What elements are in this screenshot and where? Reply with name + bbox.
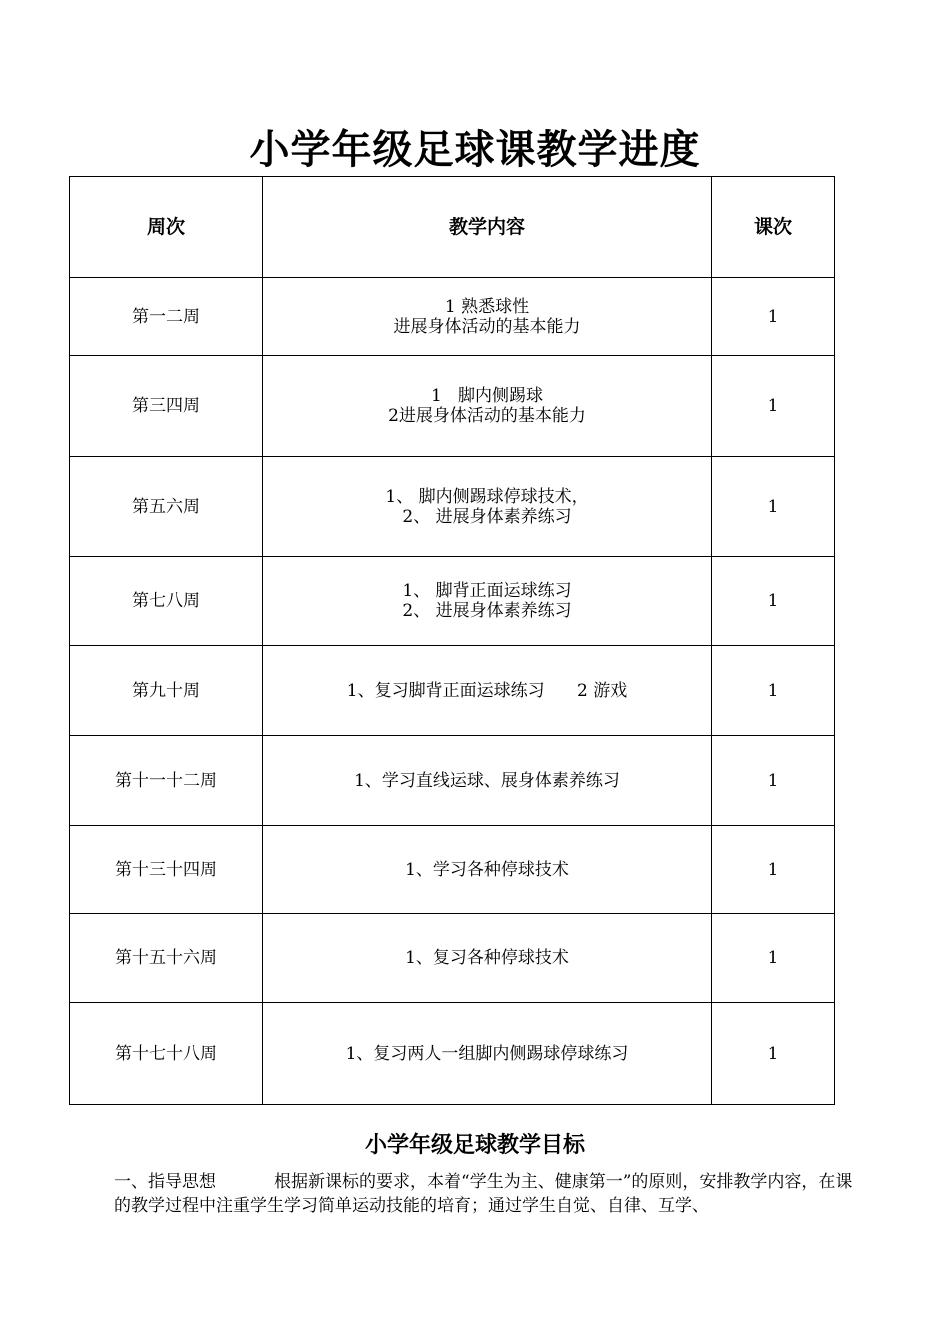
table-row: [70, 1003, 835, 1105]
content-cell: [263, 646, 712, 736]
header-week: 周次: [70, 177, 263, 278]
week-cell: 第七八周: [70, 557, 263, 646]
table-row: [70, 457, 835, 557]
table-row: [70, 914, 835, 1003]
week-cell: 第一二周: [70, 278, 263, 356]
schedule-table: [69, 176, 835, 1105]
table-row: [70, 646, 835, 736]
content-line: 1、学习直线运球、展身体素养练习: [354, 770, 620, 791]
content-line: 2进展身体活动的基本能力: [388, 406, 586, 426]
table-header-row: [70, 177, 835, 278]
content-line: 1 熟悉球性: [444, 296, 530, 317]
content-line: 1、复习脚背正面运球练习 2 游戏: [346, 680, 628, 701]
table-row: [70, 826, 835, 914]
content-line: 进展身体活动的基本能力: [393, 316, 581, 337]
paragraph-text: 根据新课标的要求，本着“学生为主、健康第一”的原则，安排教学内容，在课的教学过程中注重学生学习简单运动技能的培育；通过学生自觉、自律、互学、: [114, 1172, 853, 1216]
table-row: [70, 356, 835, 457]
content-cell: [263, 356, 712, 457]
content-line: 1、 脚背正面运球练习: [402, 581, 572, 601]
lessons-cell: 1: [712, 914, 835, 1003]
content-line: 1 脚内侧踢球: [430, 386, 544, 406]
content-line: 2、 进展身体素养练习: [402, 506, 572, 527]
week-cell: 第十七十八周: [70, 1003, 263, 1105]
content-cell: [263, 1003, 712, 1105]
content-cell: [263, 557, 712, 646]
week-cell: 第十五十六周: [70, 914, 263, 1003]
content-line: 1、复习各种停球技术: [405, 948, 569, 968]
content-line: 2、 进展身体素养练习: [402, 601, 572, 621]
content-cell: [263, 914, 712, 1003]
table-row: [70, 557, 835, 646]
week-cell: 第五六周: [70, 457, 263, 557]
content-line: 1、学习各种停球技术: [405, 859, 569, 880]
content-cell: [263, 278, 712, 356]
content-line: 1、 脚内侧踢球停球技术，: [385, 486, 589, 507]
guiding-paragraph: [114, 1170, 854, 1218]
week-cell: 第十一十二周: [70, 736, 263, 826]
lessons-cell: 1: [712, 557, 835, 646]
content-cell: [263, 826, 712, 914]
lessons-cell: 1: [712, 278, 835, 356]
header-content: 教学内容: [263, 177, 712, 278]
lessons-cell: 1: [712, 826, 835, 914]
week-cell: 第十三十四周: [70, 826, 263, 914]
section-label: 一、指导思想: [114, 1172, 216, 1192]
goals-title: 小学年级足球教学目标: [364, 1133, 585, 1158]
header-lessons: 课次: [712, 177, 835, 278]
week-cell: 第三四周: [70, 356, 263, 457]
lessons-cell: 1: [712, 1003, 835, 1105]
lessons-cell: 1: [712, 457, 835, 557]
lessons-cell: 1: [712, 646, 835, 736]
content-cell: [263, 457, 712, 557]
lessons-cell: 1: [712, 736, 835, 826]
lessons-cell: 1: [712, 356, 835, 457]
page-title: 小学年级足球课教学进度: [249, 127, 701, 173]
table-row: [70, 736, 835, 826]
content-cell: [263, 736, 712, 826]
table-row: [70, 278, 835, 356]
content-line: 1、复习两人一组脚内侧踢球停球练习: [345, 1043, 629, 1064]
week-cell: 第九十周: [70, 646, 263, 736]
